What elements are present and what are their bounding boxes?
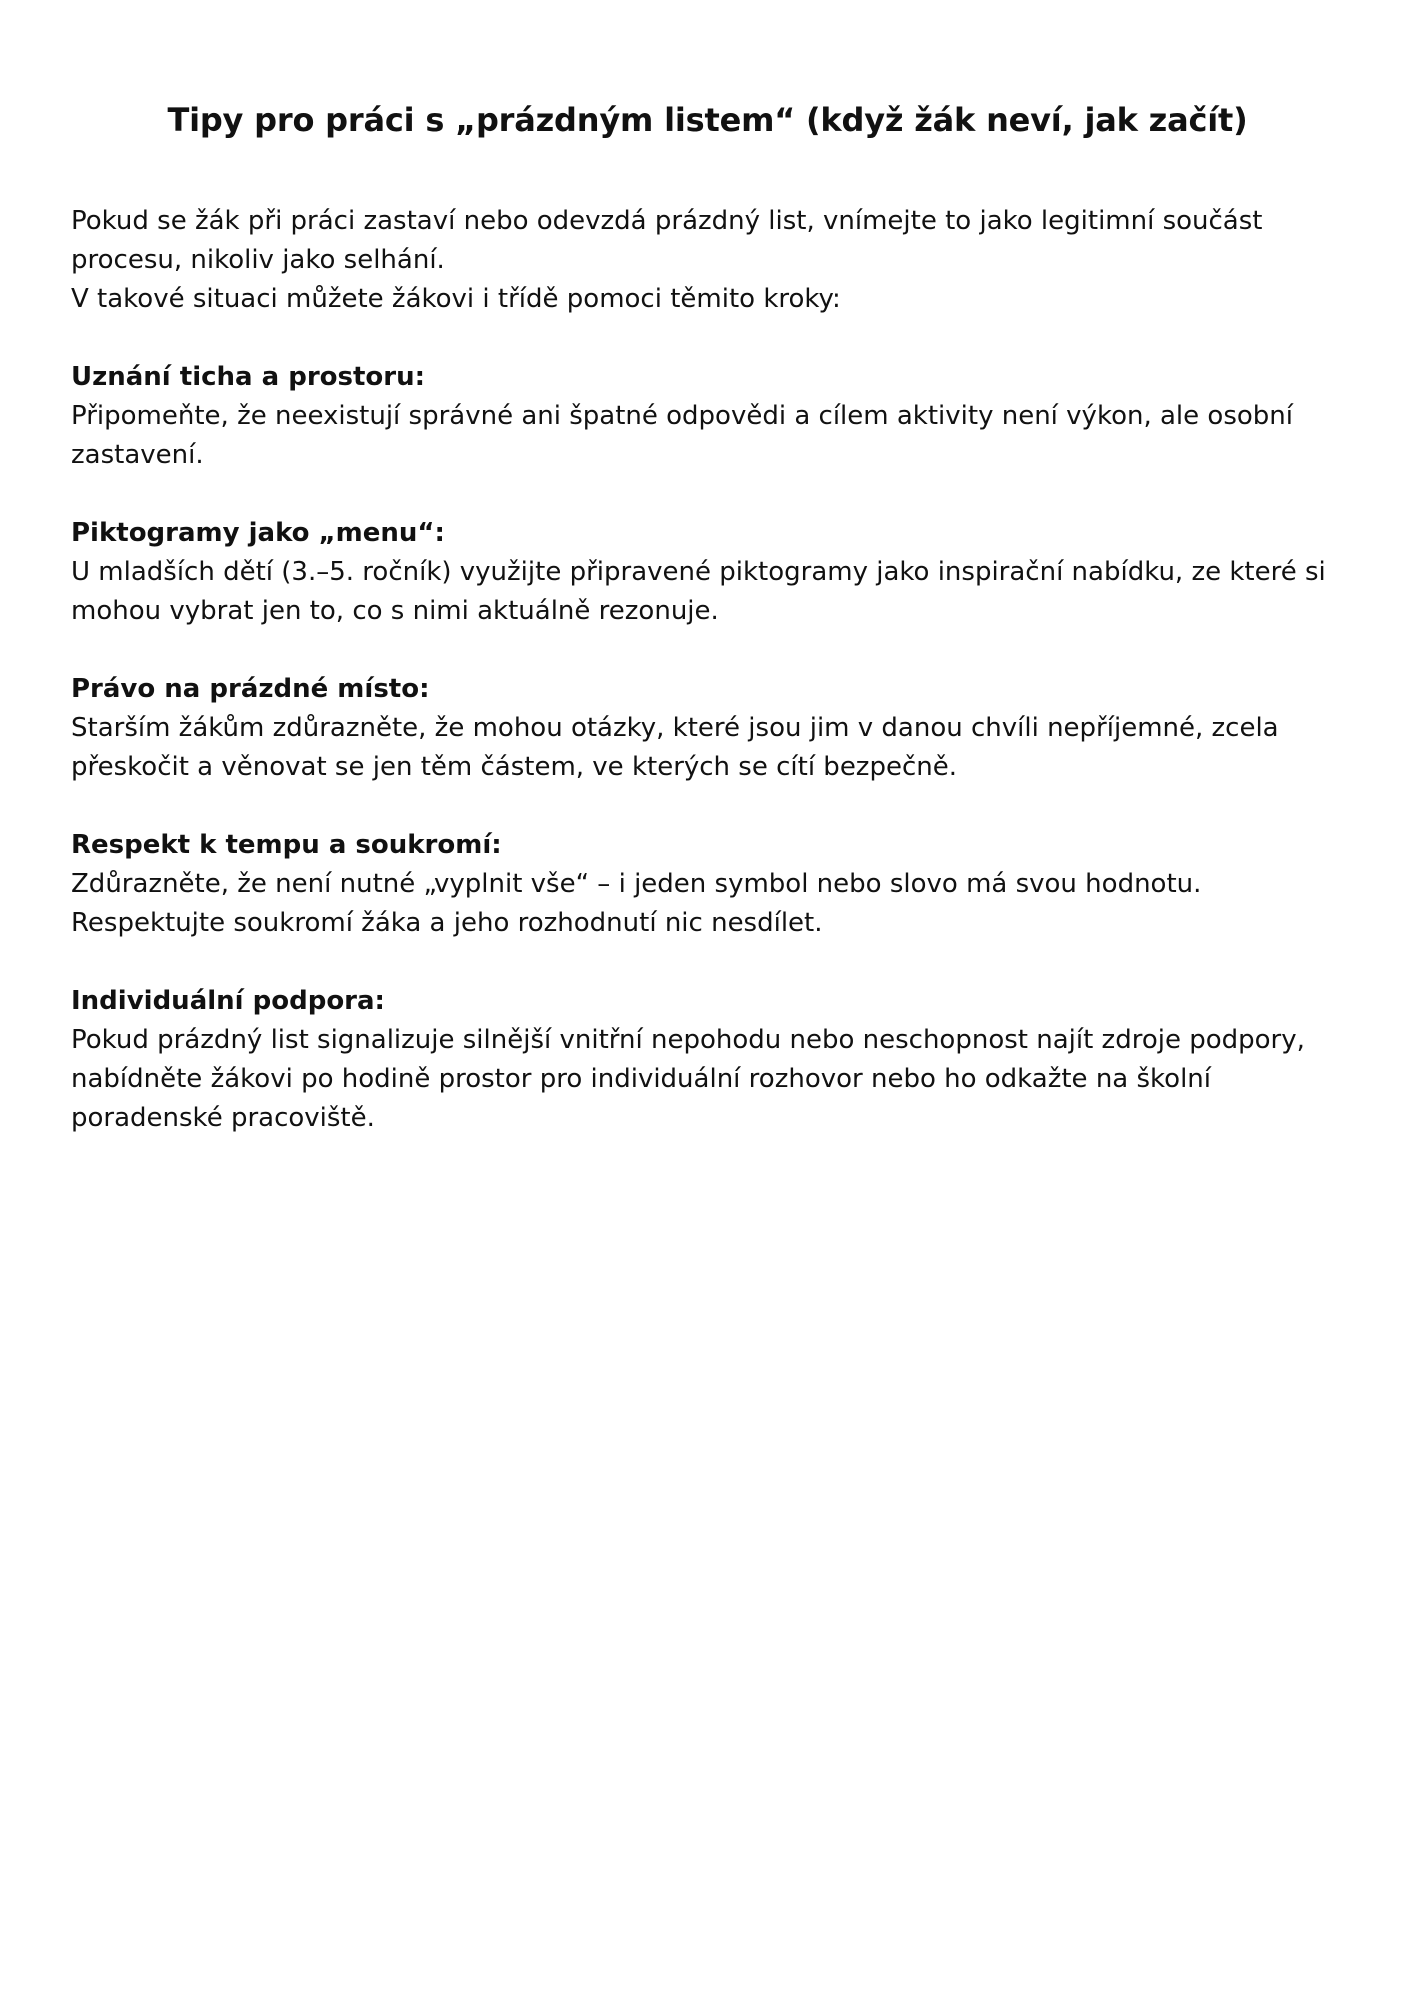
section-text: Pokud prázdný list signalizuje silnější vnitřní nepohodu nebo neschopnost najít zdroje podpory, nabídněte žákovi po hodině prostor pro individuální rozhovor nebo ho odkažte na školní poradenské pracoviště.	[71, 1025, 1305, 1133]
section-acknowledge-silence	[71, 358, 1344, 475]
section-text	[71, 865, 1344, 943]
intro-paragraph	[71, 202, 1344, 319]
section-heading: Uznání ticha a prostoru:	[71, 362, 426, 392]
section-text: Připomeňte, že neexistují správné ani špatné odpovědi a cílem aktivity není výkon, ale osobní zastavení.	[71, 401, 1293, 470]
section-text: Starším žákům zdůrazněte, že mohou otázky, které jsou jim v danou chvíli nepříjemné, zcela přeskočit a věnovat se jen těm částem, ve kterých se cítí bezpečně.	[71, 713, 1279, 782]
section-respect-pace-privacy	[71, 826, 1344, 943]
section-text-line: Respektujte soukromí žáka a jeho rozhodnutí nic nesdílet.	[71, 908, 823, 938]
section-right-to-empty-space	[71, 670, 1344, 787]
section-heading: Individuální podpora:	[71, 986, 385, 1016]
section-individual-support	[71, 982, 1344, 1138]
section-text: U mladších dětí (3.–5. ročník) využijte připravené piktogramy jako inspirační nabídku, ze které si mohou vybrat jen to, co s nimi aktuálně rezonuje.	[71, 557, 1326, 626]
intro-line: Pokud se žák při práci zastaví nebo odevzdá prázdný list, vnímejte to jako legitimní součást procesu, nikoliv jako selhání.	[71, 206, 1263, 275]
section-text-line: Zdůrazněte, že není nutné „vyplnit vše“ – i jeden symbol nebo slovo má svou hodnotu.	[71, 869, 1202, 899]
intro-line: V takové situaci můžete žákovi i třídě pomoci těmito kroky:	[71, 284, 841, 314]
section-pictograms-menu	[71, 514, 1344, 631]
section-heading: Právo na prázdné místo:	[71, 674, 430, 704]
section-heading: Respekt k tempu a soukromí:	[71, 830, 502, 860]
document-title: Tipy pro práci s „prázdným listem“ (když žák neví, jak začít)	[167, 101, 1248, 139]
section-heading: Piktogramy jako „menu“:	[71, 518, 445, 548]
